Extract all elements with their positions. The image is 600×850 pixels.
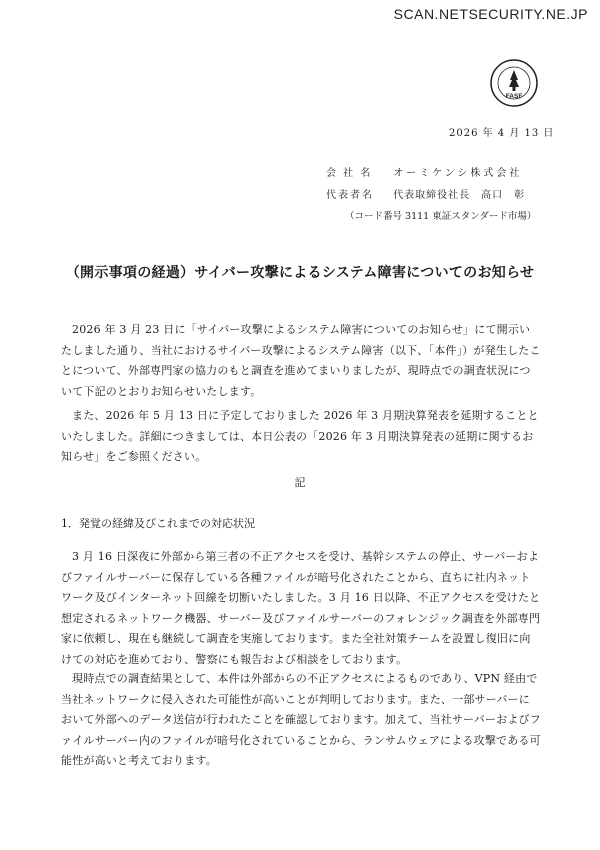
company-name: オーミケンシ株式会社: [393, 168, 523, 179]
findings-paragraph: 現時点での調査結果として、本件は外部からの不正アクセスによるものであり、VPN 経由で当社ネットワークに侵入された可能性が高いことが判明しております。また、一部サーバーにおいて外部へのデータ送信が行われたことを確認しております。加えて、当社サーバーおよびファイルサーバー内のファイルが暗号化されていることから、ランサムウェアによる攻撃である可能性が高いと考えております。: [61, 672, 541, 767]
postponement-paragraph: また、2026 年 5 月 13 日に予定しておりました 2026 年 3 月期決算発表を延期することといたしました。詳細につきましては、本日公表の「2026 年 3 月期決算発表の延期に関するお知らせ」をご参照ください。: [61, 409, 539, 463]
ki-marker: 記: [294, 476, 306, 489]
representative-label: 代表者名: [326, 190, 374, 201]
fasf-logo: [489, 58, 539, 108]
company-label: 会 社 名: [326, 168, 373, 179]
stock-code-note: （コード番号 3111 東証スタンダード市場）: [345, 211, 537, 222]
representative-name: 代表取締役社長 高口 彰: [393, 190, 526, 201]
company-row: [326, 164, 522, 179]
logo-text: FASF: [505, 93, 523, 100]
watermark: SCAN.NETSECURITY.NE.JP: [393, 6, 588, 22]
representative-row: [326, 186, 525, 201]
section-heading: 1．発覚の経緯及びこれまでの対応状況: [61, 517, 255, 530]
intro-paragraph: 2026 年 3 月 23 日に「サイバー攻撃によるシステム障害についてのお知らせ」にて開示いたしました通り、当社におけるサイバー攻撃によるシステム障害（以下、「本件」）が発生したことについて、外部専門家の協力のもと調査を進めてまいりましたが、現時点での調査状況について下記のとおりお知らせいたします。: [61, 323, 541, 398]
issue-date: 2026 年 4 月 13 日: [449, 128, 555, 139]
document-title: （開示事項の経過）サイバー攻撃によるシステム障害についてのお知らせ: [65, 265, 535, 281]
incident-paragraph: 3 月 16 日深夜に外部から第三者の不正アクセスを受け、基幹システムの停止、サーバーおよびファイルサーバーに保存している各種ファイルが暗号化されたことから、直ちに社内ネットワーク及びインターネット回線を切断いたしました。3 月 16 日以降、不正アクセスを受けたと想定されるネットワーク機器、サーバー及びファイルサーバーのフォレンジック調査を外部専門家に依頼し、現在も継続して調査を実施しております。また全社対策チームを設置し復旧に向けての対応を進めており、警察にも報告および相談をしております。: [61, 550, 541, 666]
